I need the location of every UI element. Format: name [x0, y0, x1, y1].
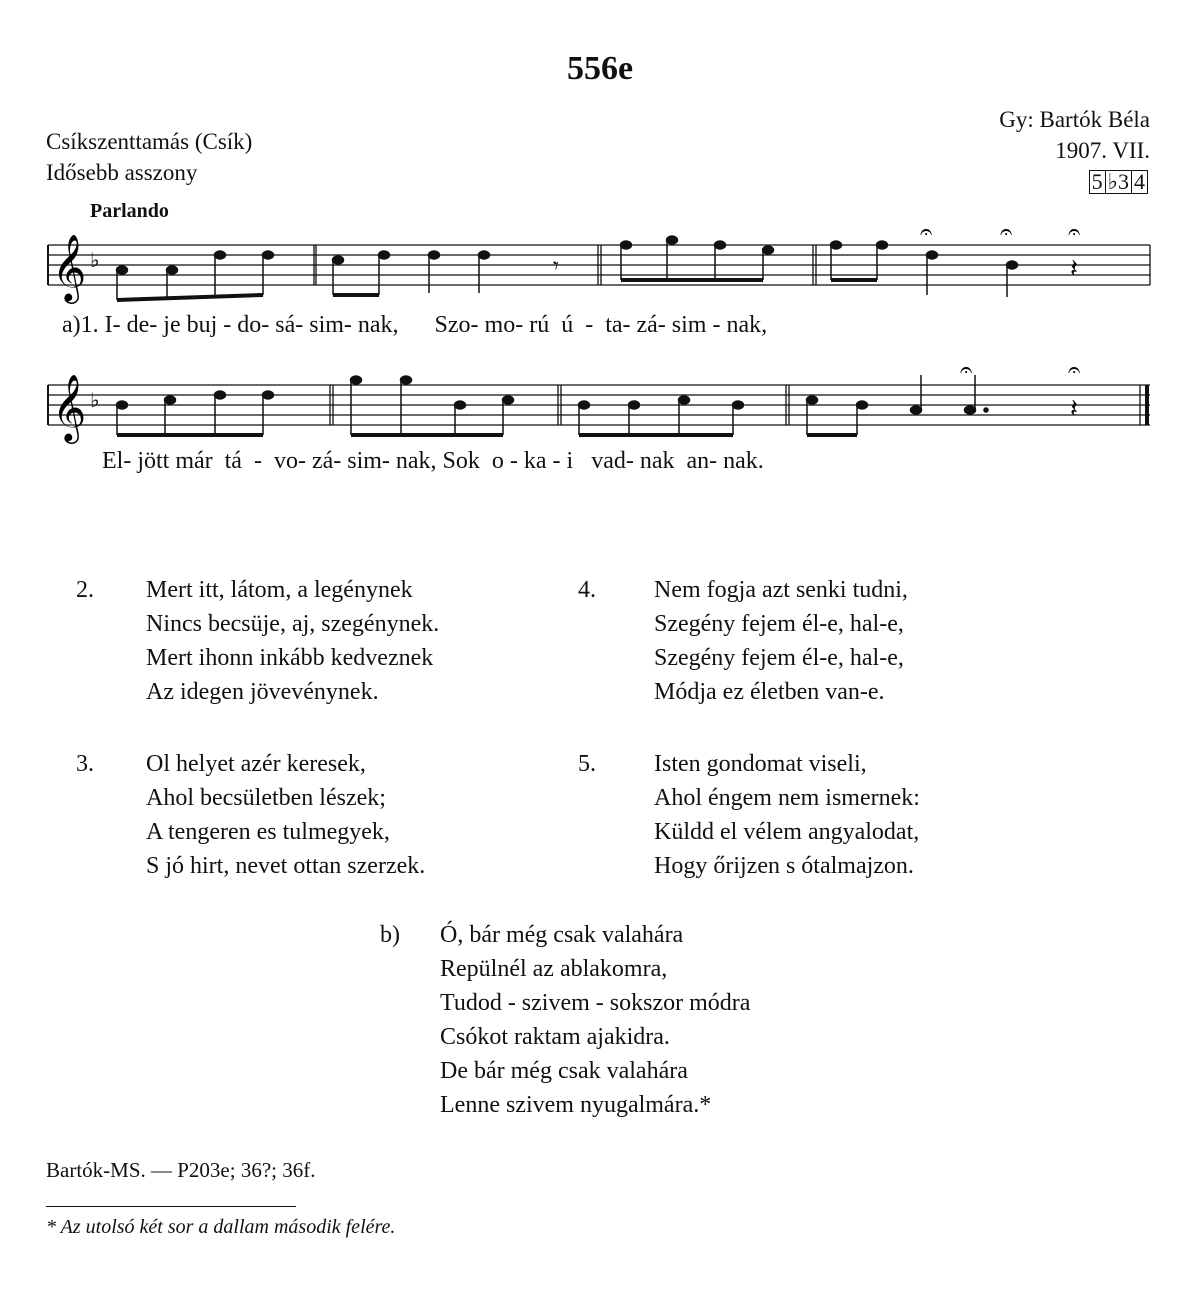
music-staff-2: [0, 365, 1200, 445]
verse-line: Mert itt, látom, a legénynek: [146, 577, 413, 603]
variant-label: b): [380, 922, 400, 948]
music-staff-1: [0, 225, 1200, 305]
verse-4: [654, 573, 908, 709]
page-title: 556e: [566, 50, 634, 87]
verse-line: Ol helyet azér keresek,: [146, 751, 366, 777]
cadence-box: ♭3: [1105, 170, 1132, 194]
verse-line: Ahol éngem nem ismernek:: [654, 785, 920, 811]
treble-clef-icon: 𝄞: [52, 233, 87, 301]
verse-number: 4.: [578, 577, 596, 603]
verse-line: A tengeren es tulmegyek,: [146, 819, 390, 845]
verse-2: [146, 573, 439, 709]
verse-line: Hogy őrijzen s ótalmajzon.: [654, 853, 914, 879]
fermata-icon: 𝄐: [1068, 225, 1081, 245]
verse-line: Ahol becsületben lészek;: [146, 785, 386, 811]
rest-icon: 𝄽: [1070, 254, 1078, 284]
verse-line: Nincs becsüje, aj, szegénynek.: [146, 611, 440, 637]
verse-line: Ó, bár még csak valahára: [440, 922, 684, 948]
verse-line: Az idegen jövevénynek.: [146, 679, 379, 705]
date-label: 1907. VII.: [1055, 138, 1150, 163]
variant-b-text: [440, 918, 750, 1122]
collector-label: Gy: Bartók Béla: [999, 107, 1150, 132]
place-label: Csíkszenttamás (Csík): [46, 129, 253, 154]
verse-line: Csókot raktam ajakidra.: [440, 1024, 670, 1050]
cadence-box: 5: [1089, 170, 1106, 194]
cadence-box: 4: [1131, 170, 1148, 194]
fermata-icon: 𝄐: [920, 225, 933, 245]
fermata-icon: 𝄐: [1068, 365, 1081, 383]
tempo-marking: Parlando: [90, 200, 169, 222]
verse-line: Tudod - szivem - sokszor módra: [440, 990, 751, 1016]
treble-clef-icon: 𝄞: [52, 373, 87, 441]
fermata-icon: 𝄐: [960, 365, 973, 383]
verse-number: 2.: [76, 577, 94, 603]
verse-line: Repülnél az ablakomra,: [440, 956, 668, 982]
verse-line: Szegény fejem él-e, hal-e,: [654, 611, 904, 637]
verse-line: Isten gondomat viseli,: [654, 751, 867, 777]
verse-line: Mert ihonn inkább kedveznek: [146, 645, 434, 671]
singer-label: Idősebb asszony: [46, 160, 198, 185]
source-reference: Bartók-MS. — P203e; 36?; 36f.: [46, 1158, 316, 1182]
collector-info: [999, 104, 1150, 166]
verse-5: [654, 747, 920, 883]
verse-line: Lenne szivem nyugalmára.*: [440, 1092, 712, 1118]
flat-sign-icon: ♭: [90, 388, 100, 412]
footnote-divider: [46, 1206, 296, 1207]
verse-line: Küldd el vélem angyalodat,: [654, 819, 920, 845]
staff-lyrics-2: El- jött már tá - vo- zá- sim- nak, Sok o - ka - i vad- nak an- nak.: [102, 448, 764, 474]
cadence-boxes: [1090, 170, 1148, 194]
footnote: * Az utolsó két sor a dallam második felére.: [46, 1216, 396, 1238]
rest-icon: 𝄾: [553, 254, 559, 279]
rest-icon: 𝄽: [1070, 394, 1078, 424]
flat-sign-icon: ♭: [90, 248, 100, 272]
staff-lyrics-1: a)1. I- de- je buj - do- sá- sim- nak, Szo- mo- rú ú - ta- zá- sim - nak,: [62, 312, 768, 338]
fermata-icon: 𝄐: [1000, 225, 1013, 245]
verse-line: Nem fogja azt senki tudni,: [654, 577, 908, 603]
verse-line: Szegény fejem él-e, hal-e,: [654, 645, 904, 671]
verse-number: 5.: [578, 751, 596, 777]
verse-3: [146, 747, 425, 883]
verse-line: S jó hirt, nevet ottan szerzek.: [146, 853, 426, 879]
verse-number: 3.: [76, 751, 94, 777]
verse-line: De bár még csak valahára: [440, 1058, 688, 1084]
verse-line: Módja ez életben van-e.: [654, 679, 885, 705]
collection-info: [46, 126, 252, 188]
